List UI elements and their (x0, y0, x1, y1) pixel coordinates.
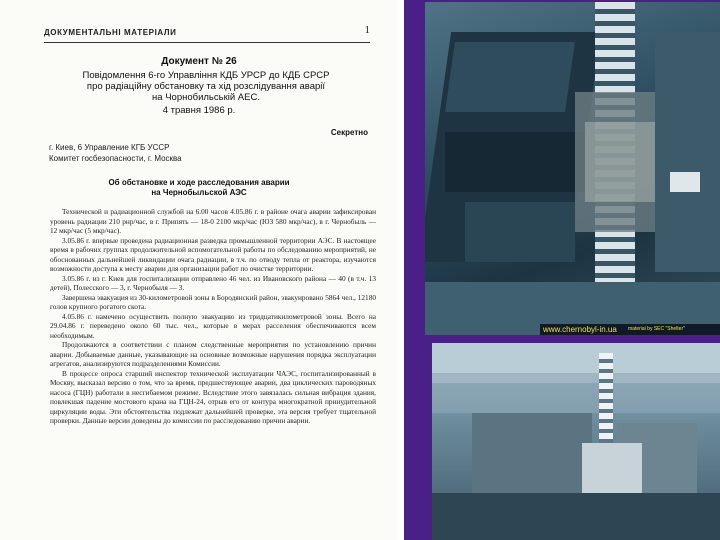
document-number: Документ № 26 (161, 56, 237, 67)
document-header (44, 24, 370, 43)
body-paragraph: Завершена эвакуация из 30-километровой зоны в Бородянский район, эвакуировано 5864 чел., 12180 голов крупного рогатого скота. (50, 292, 376, 311)
body-paragraph: 3.05.86 г. впервые проведена радиационная разведка промышленной территории АЭС. В настоящее время в рабочих группах продолжительной вспомогательной работы по обследованию мероприятий, не обоснованных дальнейшей ликвидации очага радиации, в т.ч. по отводу тепла от реактора, изучаются возможности доступа к месту аварии для организации работ по очистке территории. (50, 235, 376, 273)
title-line: Повідомлення 6-го Управління КДБ УРСР до КДБ СРСР (82, 70, 330, 81)
subject-line: Об обстановке и ходе расследования аварии (108, 178, 290, 187)
body-paragraph: 3.05.86 г. из г. Киев для госпитализации отправлено 46 чел. из Ивановского района — 40 (в т.ч. 13 детей), Полесского — 3, г. Чернобыля — 3. (50, 273, 376, 292)
credit-caption: material by SEC "Shelter" (628, 326, 685, 332)
site-caption: www.chernobyl-in.ua (543, 325, 617, 334)
page-number: 1 (364, 24, 370, 36)
document-subject (0, 178, 398, 198)
body-paragraph: Технической и радиационной службой на 6.00 часов 4.05.86 г. в районе очага аварии зафиксирован уровень радиации 210 рнр/час, в г. Припять — 18-0 2100 мкр/час (ЮЗ 580 мкр/час), в г. Чернобыль — 12 мкр/час (5 мкр/час). (50, 207, 376, 235)
addressee-block (49, 142, 369, 164)
body-paragraph: Продолжаются в соответствии с планом следственные мероприятия по установлению причин аварии. Добываемые данные, указывающие на основные возможные нарушения порядка эксплуатации агрегатов, анализируются подразделениями Комиссии. (50, 340, 376, 368)
title-line: на Чорнобильській АЕС. (152, 92, 260, 103)
subject-line: на Чернобыльской АЭС (151, 188, 247, 197)
aerial-reactor-photo (425, 2, 720, 335)
addressee-line: Комитет госбезопасности, г. Москва (49, 154, 182, 163)
document-body (50, 207, 376, 426)
body-paragraph: 4.05.86 г. намечено осуществить полную эвакуацию из тридцатикилометровой зоны. Всего на 29.04.86 г. переведено около 60 тыс. чел., которые в мерах расселения обеспечиваются всем необходимым. (50, 311, 376, 340)
body-paragraph: В процессе опроса старший инспектор технической эксплуатации ЧАЭС, госпитализированный в Москву, высказал версию о том, что за время, предшествующее аварии, два циклических пароводяных насоса (ГЦН) работали в несгибаемом режиме. Вследствие этого завязалась сильная вибрация здания, повлекшая падение мостового крана на ГЦН-24, отрыв его от контура многократной принудительной циркуляции воды. Эти обстоятельства подлежат дальнейшей проверке, эта версия требует тщательной проверки. Данные версии доведены до комиссии по расследованию причин аварии. (50, 368, 376, 425)
document-title (56, 70, 356, 103)
addressee-line: г. Киев, 6 Управление КГБ УССР (49, 143, 170, 152)
title-line: про радіаційну обстановку та хід розслідування аварії (86, 81, 326, 92)
secrecy-label: Секретно (330, 128, 368, 137)
header-label: ДОКУМЕНТАЛЬНІ МАТЕРІАЛИ (44, 28, 177, 37)
plant-overview-photo (432, 343, 720, 540)
document-date: 4 травня 1986 р. (162, 105, 236, 116)
